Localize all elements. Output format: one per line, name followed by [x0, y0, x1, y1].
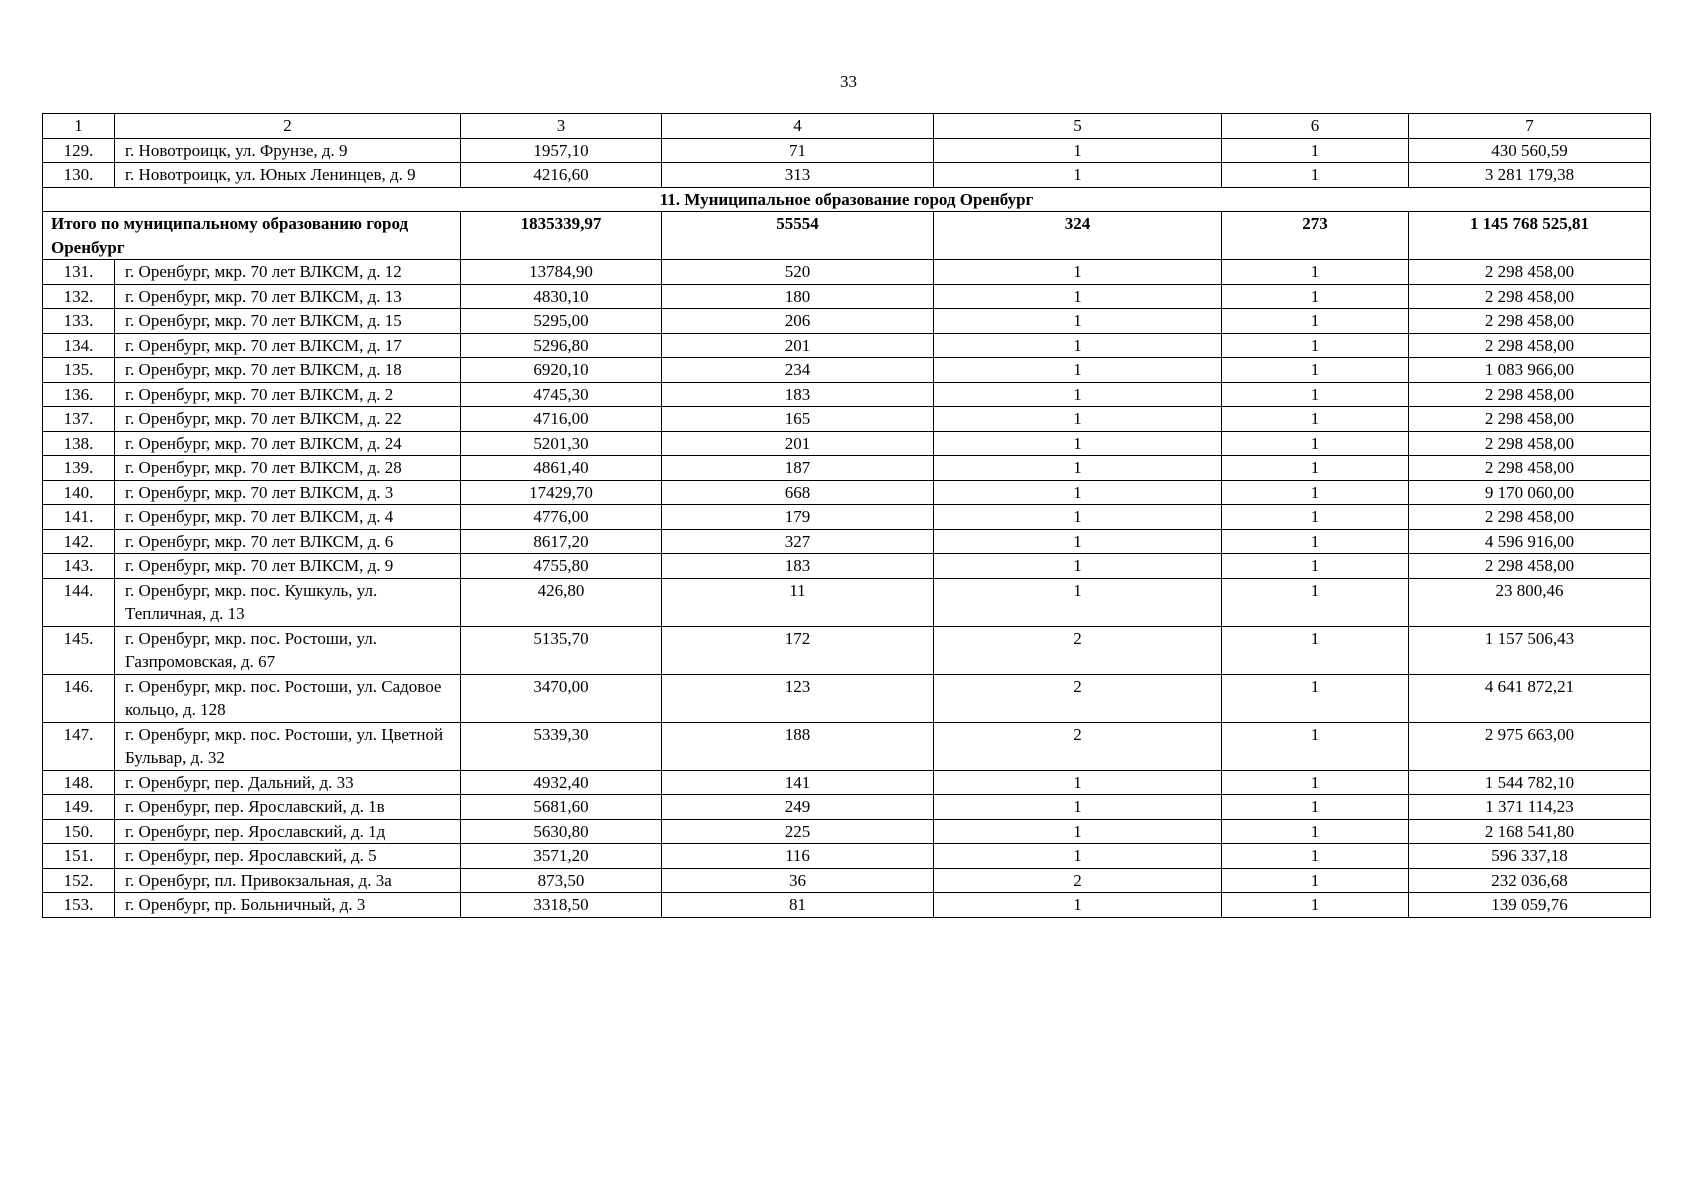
row-address: г. Оренбург, мкр. 70 лет ВЛКСМ, д. 15 — [115, 309, 461, 334]
row-cost: 1 371 114,23 — [1409, 795, 1651, 820]
row-area: 5295,00 — [461, 309, 662, 334]
row-cost: 3 281 179,38 — [1409, 163, 1651, 188]
row-col6: 1 — [1222, 529, 1409, 554]
row-residents: 116 — [662, 844, 934, 869]
row-area: 5135,70 — [461, 626, 662, 674]
page-number: 33 — [840, 72, 857, 91]
row-col6: 1 — [1222, 333, 1409, 358]
table-row — [43, 868, 1651, 893]
row-cost: 2 298 458,00 — [1409, 456, 1651, 481]
row-area: 873,50 — [461, 868, 662, 893]
table-row — [43, 138, 1651, 163]
row-residents: 520 — [662, 260, 934, 285]
row-residents: 234 — [662, 358, 934, 383]
row-col5: 2 — [934, 674, 1222, 722]
row-cost: 1 157 506,43 — [1409, 626, 1651, 674]
row-residents: 179 — [662, 505, 934, 530]
row-col5: 2 — [934, 868, 1222, 893]
table-row — [43, 358, 1651, 383]
table-row — [43, 844, 1651, 869]
row-col6: 1 — [1222, 844, 1409, 869]
row-number: 131. — [43, 260, 115, 285]
row-residents: 172 — [662, 626, 934, 674]
row-col5: 1 — [934, 382, 1222, 407]
row-cost: 9 170 060,00 — [1409, 480, 1651, 505]
row-col5: 2 — [934, 626, 1222, 674]
row-number: 136. — [43, 382, 115, 407]
row-col5: 1 — [934, 480, 1222, 505]
row-number: 146. — [43, 674, 115, 722]
row-col5: 1 — [934, 333, 1222, 358]
row-area: 5201,30 — [461, 431, 662, 456]
row-col6: 1 — [1222, 260, 1409, 285]
row-residents: 11 — [662, 578, 934, 626]
row-area: 5296,80 — [461, 333, 662, 358]
row-col6: 1 — [1222, 431, 1409, 456]
row-col6: 1 — [1222, 163, 1409, 188]
row-cost: 2 298 458,00 — [1409, 260, 1651, 285]
table-row — [43, 431, 1651, 456]
table-row — [43, 309, 1651, 334]
row-cost: 1 544 782,10 — [1409, 770, 1651, 795]
row-number: 141. — [43, 505, 115, 530]
row-address: г. Оренбург, мкр. 70 лет ВЛКСМ, д. 4 — [115, 505, 461, 530]
row-address: г. Оренбург, мкр. 70 лет ВЛКСМ, д. 17 — [115, 333, 461, 358]
row-area: 4216,60 — [461, 163, 662, 188]
row-cost: 2 298 458,00 — [1409, 284, 1651, 309]
row-cost: 232 036,68 — [1409, 868, 1651, 893]
table-row — [43, 284, 1651, 309]
row-cost: 2 975 663,00 — [1409, 722, 1651, 770]
row-area: 4755,80 — [461, 554, 662, 579]
row-cost: 2 298 458,00 — [1409, 309, 1651, 334]
row-col5: 1 — [934, 505, 1222, 530]
row-address: г. Оренбург, мкр. 70 лет ВЛКСМ, д. 22 — [115, 407, 461, 432]
row-col5: 1 — [934, 578, 1222, 626]
total-col6: 273 — [1222, 212, 1409, 260]
row-col5: 1 — [934, 893, 1222, 918]
total-area: 1835339,97 — [461, 212, 662, 260]
total-residents: 55554 — [662, 212, 934, 260]
row-cost: 2 298 458,00 — [1409, 554, 1651, 579]
row-residents: 206 — [662, 309, 934, 334]
row-address: г. Оренбург, мкр. 70 лет ВЛКСМ, д. 13 — [115, 284, 461, 309]
row-residents: 188 — [662, 722, 934, 770]
row-area: 4932,40 — [461, 770, 662, 795]
row-number: 129. — [43, 138, 115, 163]
table-row — [43, 893, 1651, 918]
row-number: 151. — [43, 844, 115, 869]
row-col6: 1 — [1222, 505, 1409, 530]
row-area: 4716,00 — [461, 407, 662, 432]
row-residents: 201 — [662, 333, 934, 358]
row-col6: 1 — [1222, 309, 1409, 334]
row-col5: 1 — [934, 163, 1222, 188]
row-address: г. Оренбург, мкр. 70 лет ВЛКСМ, д. 2 — [115, 382, 461, 407]
row-residents: 668 — [662, 480, 934, 505]
row-cost: 596 337,18 — [1409, 844, 1651, 869]
row-col6: 1 — [1222, 407, 1409, 432]
row-residents: 225 — [662, 819, 934, 844]
table-row — [43, 770, 1651, 795]
table-row — [43, 554, 1651, 579]
row-address: г. Оренбург, мкр. 70 лет ВЛКСМ, д. 28 — [115, 456, 461, 481]
row-area: 4776,00 — [461, 505, 662, 530]
header-cell: 5 — [934, 114, 1222, 139]
header-row — [43, 114, 1651, 139]
row-number: 145. — [43, 626, 115, 674]
row-area: 1957,10 — [461, 138, 662, 163]
row-col6: 1 — [1222, 795, 1409, 820]
row-residents: 183 — [662, 382, 934, 407]
row-col6: 1 — [1222, 456, 1409, 481]
row-area: 6920,10 — [461, 358, 662, 383]
row-address: г. Оренбург, пер. Ярославский, д. 1в — [115, 795, 461, 820]
row-col5: 1 — [934, 844, 1222, 869]
row-address: г. Новотроицк, ул. Фрунзе, д. 9 — [115, 138, 461, 163]
row-col6: 1 — [1222, 674, 1409, 722]
row-residents: 327 — [662, 529, 934, 554]
row-residents: 123 — [662, 674, 934, 722]
row-address: г. Оренбург, мкр. 70 лет ВЛКСМ, д. 12 — [115, 260, 461, 285]
row-cost: 2 168 541,80 — [1409, 819, 1651, 844]
table-row — [43, 819, 1651, 844]
row-number: 147. — [43, 722, 115, 770]
row-address: г. Оренбург, пер. Ярославский, д. 1д — [115, 819, 461, 844]
row-number: 143. — [43, 554, 115, 579]
row-residents: 183 — [662, 554, 934, 579]
row-cost: 2 298 458,00 — [1409, 382, 1651, 407]
row-area: 5681,60 — [461, 795, 662, 820]
row-address: г. Оренбург, мкр. 70 лет ВЛКСМ, д. 6 — [115, 529, 461, 554]
row-number: 139. — [43, 456, 115, 481]
row-area: 8617,20 — [461, 529, 662, 554]
row-residents: 36 — [662, 868, 934, 893]
row-number: 153. — [43, 893, 115, 918]
row-cost: 4 641 872,21 — [1409, 674, 1651, 722]
table-row — [43, 578, 1651, 626]
row-residents: 313 — [662, 163, 934, 188]
row-cost: 139 059,76 — [1409, 893, 1651, 918]
row-col5: 1 — [934, 138, 1222, 163]
row-area: 13784,90 — [461, 260, 662, 285]
header-cell: 2 — [115, 114, 461, 139]
row-number: 152. — [43, 868, 115, 893]
row-cost: 4 596 916,00 — [1409, 529, 1651, 554]
row-number: 149. — [43, 795, 115, 820]
row-address: г. Оренбург, пер. Дальний, д. 33 — [115, 770, 461, 795]
row-number: 142. — [43, 529, 115, 554]
row-cost: 430 560,59 — [1409, 138, 1651, 163]
row-number: 148. — [43, 770, 115, 795]
section-title: 11. Муниципальное образование город Оренбург — [43, 187, 1651, 212]
row-col6: 1 — [1222, 382, 1409, 407]
row-area: 4830,10 — [461, 284, 662, 309]
table-row — [43, 163, 1651, 188]
total-row — [43, 212, 1651, 260]
row-col5: 1 — [934, 431, 1222, 456]
row-area: 5630,80 — [461, 819, 662, 844]
row-residents: 71 — [662, 138, 934, 163]
row-col6: 1 — [1222, 722, 1409, 770]
row-residents: 201 — [662, 431, 934, 456]
row-col5: 1 — [934, 309, 1222, 334]
row-address: г. Оренбург, мкр. 70 лет ВЛКСМ, д. 3 — [115, 480, 461, 505]
row-address: г. Оренбург, мкр. 70 лет ВЛКСМ, д. 18 — [115, 358, 461, 383]
header-cell: 7 — [1409, 114, 1651, 139]
row-number: 137. — [43, 407, 115, 432]
row-col6: 1 — [1222, 480, 1409, 505]
table-row — [43, 407, 1651, 432]
row-address: г. Оренбург, мкр. пос. Ростоши, ул. Цветной Бульвар, д. 32 — [115, 722, 461, 770]
row-col5: 1 — [934, 770, 1222, 795]
row-number: 150. — [43, 819, 115, 844]
row-col5: 1 — [934, 819, 1222, 844]
row-residents: 81 — [662, 893, 934, 918]
table-row — [43, 505, 1651, 530]
table-row — [43, 626, 1651, 674]
row-number: 138. — [43, 431, 115, 456]
row-col6: 1 — [1222, 626, 1409, 674]
row-residents: 165 — [662, 407, 934, 432]
row-cost: 23 800,46 — [1409, 578, 1651, 626]
row-cost: 2 298 458,00 — [1409, 431, 1651, 456]
row-col6: 1 — [1222, 893, 1409, 918]
row-col6: 1 — [1222, 770, 1409, 795]
row-area: 4745,30 — [461, 382, 662, 407]
table-row — [43, 456, 1651, 481]
row-number: 133. — [43, 309, 115, 334]
row-area: 3318,50 — [461, 893, 662, 918]
row-area: 5339,30 — [461, 722, 662, 770]
row-col6: 1 — [1222, 138, 1409, 163]
header-cell: 4 — [662, 114, 934, 139]
table-row — [43, 333, 1651, 358]
table-row — [43, 382, 1651, 407]
objects-table — [42, 113, 1651, 918]
row-col5: 1 — [934, 358, 1222, 383]
header-cell: 6 — [1222, 114, 1409, 139]
total-cost: 1 145 768 525,81 — [1409, 212, 1651, 260]
header-cell: 3 — [461, 114, 662, 139]
row-cost: 2 298 458,00 — [1409, 505, 1651, 530]
table-row — [43, 674, 1651, 722]
row-address: г. Оренбург, мкр. пос. Кушкуль, ул. Тепличная, д. 13 — [115, 578, 461, 626]
row-area: 3470,00 — [461, 674, 662, 722]
row-col5: 1 — [934, 260, 1222, 285]
row-address: г. Оренбург, пл. Привокзальная, д. 3а — [115, 868, 461, 893]
row-area: 17429,70 — [461, 480, 662, 505]
row-col5: 1 — [934, 554, 1222, 579]
total-col5: 324 — [934, 212, 1222, 260]
row-area: 4861,40 — [461, 456, 662, 481]
table-row — [43, 480, 1651, 505]
table-row — [43, 722, 1651, 770]
row-col5: 1 — [934, 456, 1222, 481]
row-address: г. Оренбург, мкр. 70 лет ВЛКСМ, д. 9 — [115, 554, 461, 579]
row-number: 144. — [43, 578, 115, 626]
row-col6: 1 — [1222, 819, 1409, 844]
row-area: 3571,20 — [461, 844, 662, 869]
row-col6: 1 — [1222, 578, 1409, 626]
row-number: 134. — [43, 333, 115, 358]
row-col6: 1 — [1222, 868, 1409, 893]
table-row — [43, 795, 1651, 820]
row-cost: 2 298 458,00 — [1409, 333, 1651, 358]
row-col5: 1 — [934, 795, 1222, 820]
row-col5: 1 — [934, 529, 1222, 554]
header-cell: 1 — [43, 114, 115, 139]
row-col6: 1 — [1222, 284, 1409, 309]
row-cost: 2 298 458,00 — [1409, 407, 1651, 432]
total-label: Итого по муниципальному образованию город Оренбург — [43, 212, 461, 260]
row-area: 426,80 — [461, 578, 662, 626]
row-col6: 1 — [1222, 358, 1409, 383]
row-number: 140. — [43, 480, 115, 505]
row-residents: 141 — [662, 770, 934, 795]
row-address: г. Оренбург, пер. Ярославский, д. 5 — [115, 844, 461, 869]
row-col5: 1 — [934, 284, 1222, 309]
row-number: 132. — [43, 284, 115, 309]
row-col5: 1 — [934, 407, 1222, 432]
row-address: г. Оренбург, мкр. пос. Ростоши, ул. Газпромовская, д. 67 — [115, 626, 461, 674]
row-address: г. Новотроицк, ул. Юных Ленинцев, д. 9 — [115, 163, 461, 188]
table-row — [43, 529, 1651, 554]
row-cost: 1 083 966,00 — [1409, 358, 1651, 383]
row-col6: 1 — [1222, 554, 1409, 579]
row-number: 130. — [43, 163, 115, 188]
row-residents: 187 — [662, 456, 934, 481]
table-row — [43, 260, 1651, 285]
row-address: г. Оренбург, мкр. пос. Ростоши, ул. Садовое кольцо, д. 128 — [115, 674, 461, 722]
section-row — [43, 187, 1651, 212]
row-address: г. Оренбург, пр. Больничный, д. 3 — [115, 893, 461, 918]
row-residents: 249 — [662, 795, 934, 820]
row-number: 135. — [43, 358, 115, 383]
row-residents: 180 — [662, 284, 934, 309]
row-address: г. Оренбург, мкр. 70 лет ВЛКСМ, д. 24 — [115, 431, 461, 456]
row-col5: 2 — [934, 722, 1222, 770]
